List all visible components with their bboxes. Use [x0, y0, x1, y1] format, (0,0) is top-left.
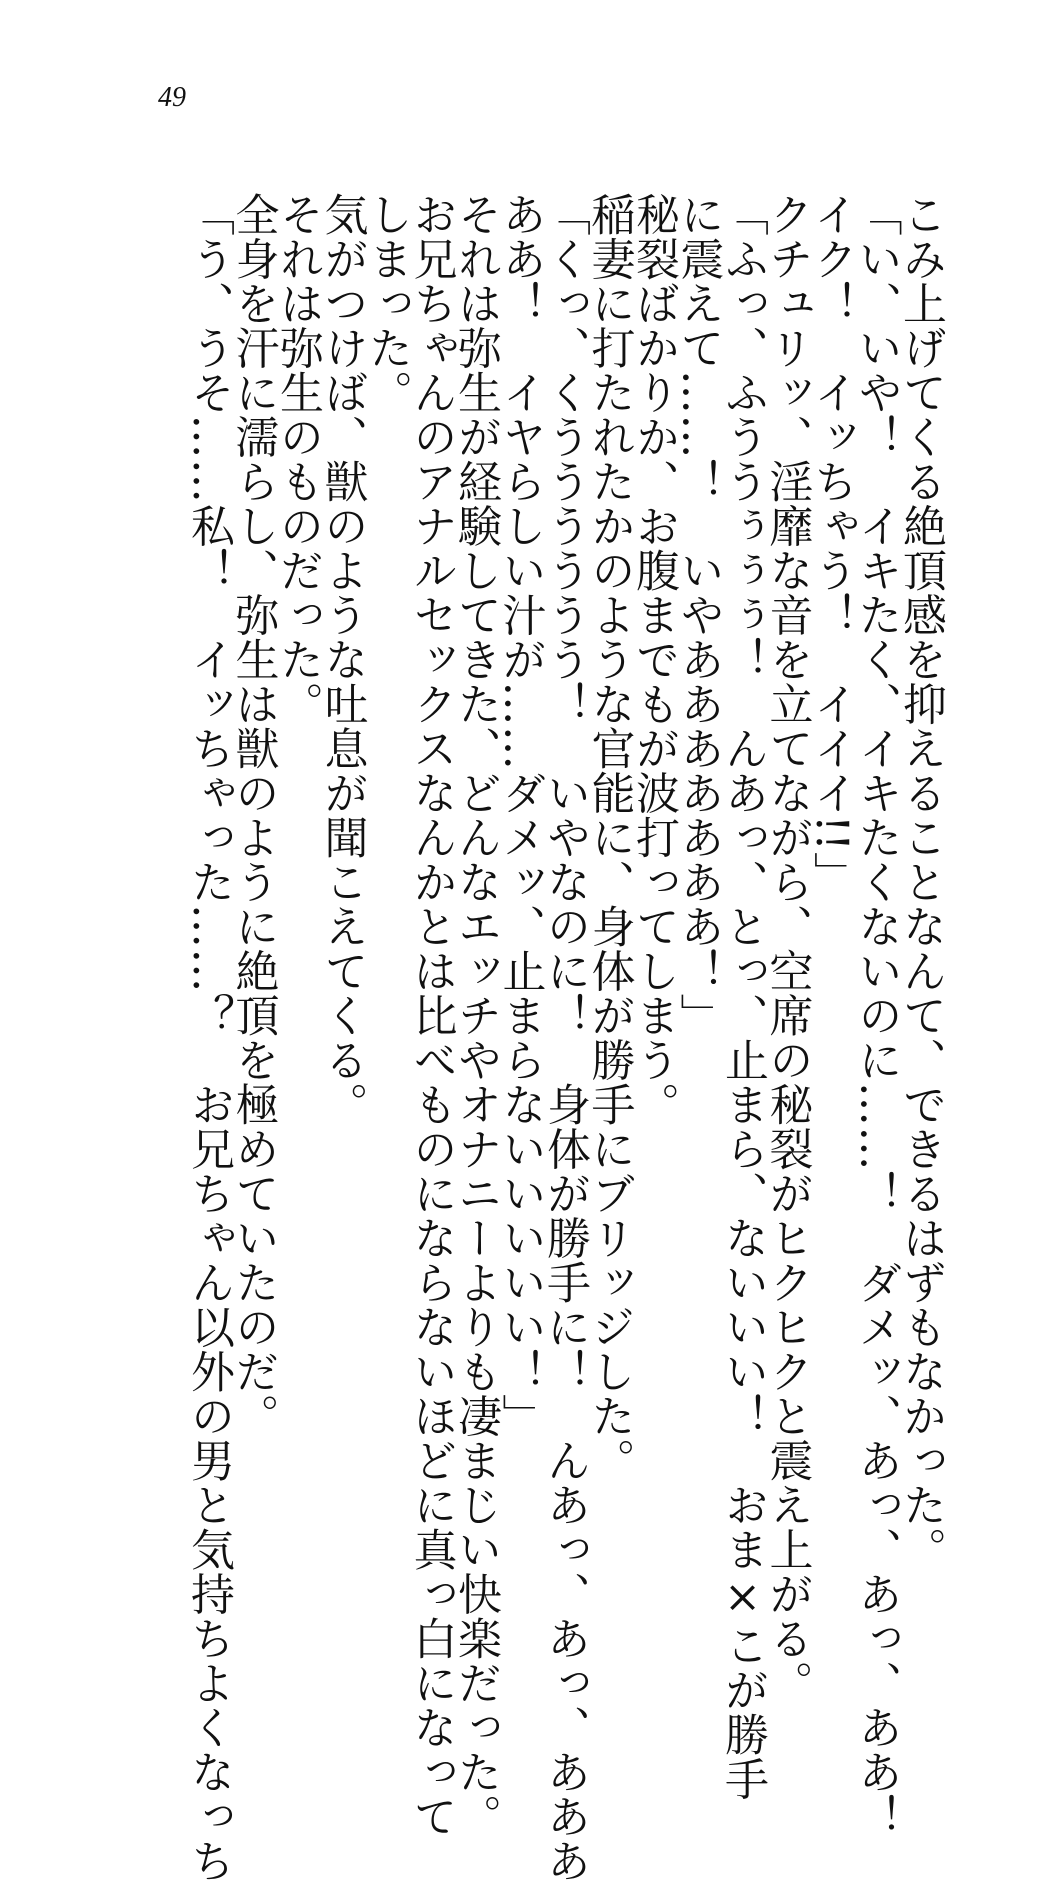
- text-line: 「くっ、くうううううう！ いやなのに！ 身体が勝手に！ んあっ、あっ、あああ: [539, 192, 590, 1883]
- text-line: 「い、いや！ イキたく、イキたくないのに……！ ダメッ、あっ、あっ、ああ！: [850, 192, 902, 1839]
- text-line: 「ふっ、ふううぅぅぅ！ んあっ、とっ、止まら、ないいい！ おま×こが勝手: [717, 192, 768, 1801]
- text-line: に震えて……！ いやあああああああ！」: [672, 192, 724, 1038]
- text-line: 全身を汗に濡らし、弥生は獣のように絶頂を極めていたのだ。: [227, 192, 279, 1438]
- text-line: クチュリッ、淫靡な音を立てながら、空席の秘裂がヒクヒクと震え上がる。: [761, 192, 813, 1705]
- text-line: それは弥生が経験してきた、どんなエッチやオナニーよりも凄まじい快楽だった。: [450, 192, 501, 1839]
- body-text: [183, 192, 946, 1883]
- text-line: しまった。: [361, 192, 412, 415]
- text-line: イク！ イッちゃう！ イイイ!!」: [806, 192, 857, 896]
- text-line: 気がつけば、獣のような吐息が聞こえてくる。: [316, 192, 368, 1127]
- text-line: お兄ちゃんのアナルセックスなんかとは比べものにならないほどに真っ白になって: [405, 192, 457, 1839]
- text-line: こみ上げてくる絶頂感を抑えることなんて、できるはずもなかった。: [895, 192, 946, 1572]
- text-line: ああ！ イヤらしい汁が……ダメッ、止まらないいいいい！」: [494, 192, 546, 1438]
- text-line: 秘裂ばかりか、お腹までもが波打ってしまう。: [628, 192, 679, 1127]
- text-line: それは弥生のものだった。: [272, 192, 323, 726]
- text-line: 「う、うそ……私！ イッちゃった……？ お兄ちゃん以外の男と気持ちよくなっち: [183, 192, 234, 1883]
- text-line: 稲妻に打たれたかのような官能に、身体が勝手にブリッジした。: [583, 192, 635, 1483]
- page-number: 49: [158, 82, 186, 113]
